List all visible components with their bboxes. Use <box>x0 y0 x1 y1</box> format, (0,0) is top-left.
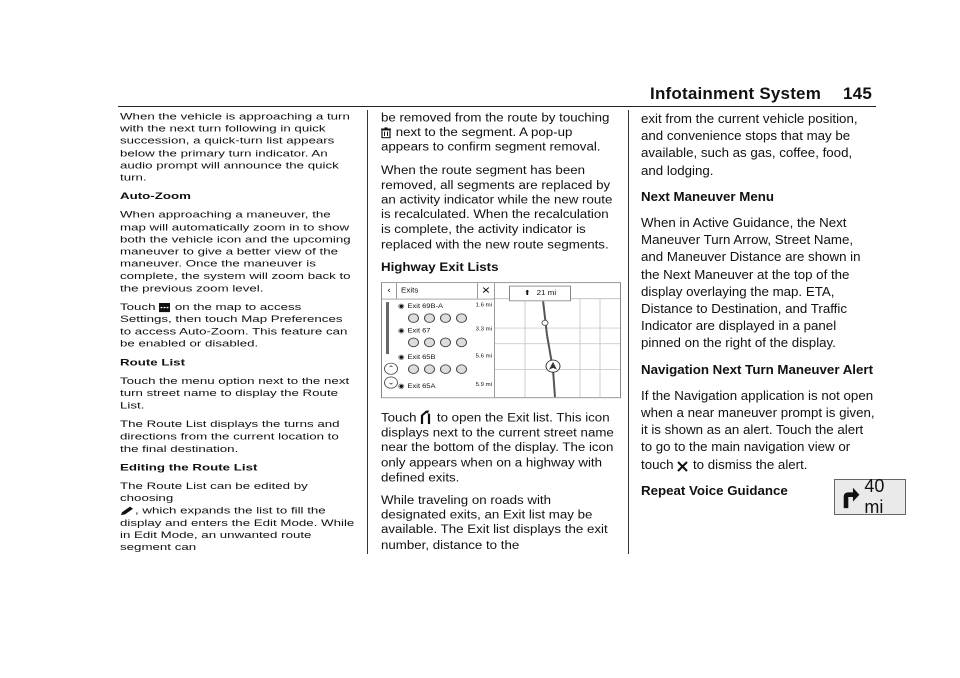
heading-highway-exit-lists: Highway Exit Lists <box>381 260 499 274</box>
next-maneuver-bar[interactable] <box>509 286 571 302</box>
paragraph: When approaching a maneuver, the map will automatically zoom in to show both the vehicle icon and the upcoming maneuver to give a better view of the maneuver. Once the maneuver is complete, the system will zoom back to the previous zoom level. <box>120 209 351 294</box>
heading-route-list: Route List <box>120 356 186 368</box>
paragraph: Touch the menu option next to the next turn street name to display the Route List. <box>120 375 350 411</box>
lodging-icon <box>456 338 467 348</box>
exit-sign-icon: ◉ <box>398 302 405 311</box>
page-number: 145 <box>843 84 872 103</box>
section-title: Infotainment System <box>650 84 822 103</box>
food-icon <box>440 338 451 348</box>
exit-list-panel <box>382 283 495 397</box>
heading-auto-zoom: Auto-Zoom <box>120 190 191 202</box>
header-rule <box>118 106 876 107</box>
heading-next-maneuver-menu: Next Maneuver Menu <box>641 188 775 204</box>
exit-list-header <box>382 283 494 299</box>
text: , which expands the list to fill the display and enters the Edit Mode. While in Edit Mode, an unwanted route segment can <box>120 504 355 553</box>
coffee-icon <box>424 313 435 323</box>
more-menu-icon <box>159 303 170 312</box>
trash-icon <box>381 127 391 138</box>
text: If the Navigation application is not open when a near maneuver prompt is given, it is shown as an alert. Touch the alert to go to the main navigation view or touch <box>641 387 875 472</box>
text: next to the segment. A pop-up appears to confirm segment removal. <box>381 125 601 154</box>
paragraph: exit from the current vehicle position, and convenience stops that may be available, such as gas, coffee, food, and lodging. <box>641 111 858 178</box>
text: on the map to access Settings, then touch Map Preferences to access Auto-Zoom. This feature can be enabled or disabled. <box>120 301 348 349</box>
food-icon <box>440 364 451 374</box>
exit-distance: 5.9 mi <box>475 382 492 389</box>
paragraph <box>120 480 356 553</box>
exits-screen <box>381 282 621 398</box>
coffee-icon <box>424 338 435 348</box>
turn-alert-box[interactable] <box>834 476 906 517</box>
exit-list-title: Exits <box>401 286 419 295</box>
paragraph: When the route segment has been removed, all segments are replaced by an activity indicator while the new route is recalculated. When the recalculation is complete, the activity indicator is replaced with the new route segments. <box>381 163 613 251</box>
lodging-icon <box>456 313 467 323</box>
exit-sign-icon: ◉ <box>398 326 405 335</box>
close-icon[interactable]: ✕ <box>477 283 494 299</box>
exit-list-item[interactable] <box>398 326 492 348</box>
text: Touch <box>381 411 417 425</box>
exit-name: Exit 67 <box>407 326 431 335</box>
paragraph: While traveling on roads with designated exits, an Exit list may be available. The Exit list displays the exit number, distance to the <box>381 493 608 552</box>
text: be removed from the route by touching <box>381 110 610 124</box>
scroll-up-icon[interactable]: ⌃ <box>384 363 398 375</box>
arrow-up-icon: ⬆ <box>523 289 531 298</box>
exit-name: Exit 65B <box>407 353 436 362</box>
exit-list-item[interactable] <box>398 381 492 391</box>
food-icon <box>440 313 451 323</box>
lodging-icon <box>456 364 467 374</box>
text: to dismiss the alert. <box>692 456 808 472</box>
paragraph: When in Active Guidance, the Next Maneuver Turn Arrow, Street Name, and Maneuver Distance are shown in the Next Maneuver at the top of the display overlaying the map. ETA, Distance to Destination, and Traffic Indicator are displayed in a panel pinned on the right of the display. <box>641 215 861 351</box>
paragraph: When the vehicle is approaching a turn with the next turn following in quick succession, a quick-turn list appears below the primary turn indicator. An audio prompt will announce the quick turn. <box>120 110 350 183</box>
gas-icon <box>408 338 419 348</box>
close-icon <box>677 461 688 472</box>
text: to open the Exit list. This icon displays next to the current street name near the bottom of the display. The icon only appears when on a highway with defined exits. <box>381 411 614 484</box>
back-icon[interactable]: ‹ <box>382 283 397 299</box>
exit-name: Exit 65A <box>407 382 436 390</box>
text: Touch <box>120 301 156 313</box>
column-3 <box>641 110 877 508</box>
map-view[interactable] <box>495 283 620 397</box>
maneuver-distance: 21 mi <box>536 289 557 298</box>
exit-list-icon <box>420 410 432 424</box>
column-2 <box>381 110 617 560</box>
column-divider <box>628 110 629 554</box>
pencil-icon <box>120 506 134 516</box>
exit-sign-icon: ◉ <box>398 382 405 390</box>
heading-editing-route-list: Editing the Route List <box>120 461 258 473</box>
exit-distance: 5.6 mi <box>475 354 492 360</box>
paragraph <box>120 301 356 350</box>
coffee-icon <box>424 364 435 374</box>
column-1 <box>120 110 356 560</box>
exit-list-item[interactable] <box>398 352 492 374</box>
paragraph <box>641 387 877 473</box>
scroll-down-icon[interactable]: ⌄ <box>384 377 398 389</box>
paragraph: The Route List displays the turns and directions from the current location to the final destination. <box>120 418 340 454</box>
gas-icon <box>408 313 419 323</box>
gas-icon <box>408 364 419 374</box>
exit-sign-icon: ◉ <box>398 353 405 362</box>
turn-right-arrow-icon <box>840 485 860 509</box>
turn-distance: 40 mi <box>864 476 885 517</box>
exit-distance: 1.6 mi <box>475 303 492 309</box>
text: The Route List can be edited by choosing <box>120 480 308 504</box>
exit-distance: 3.3 mi <box>475 327 492 333</box>
scrollbar[interactable] <box>386 302 389 354</box>
page-header <box>650 84 872 104</box>
paragraph <box>381 410 617 484</box>
exit-list-item[interactable] <box>398 301 492 323</box>
paragraph <box>381 110 617 155</box>
column-divider <box>367 110 368 554</box>
heading-repeat-voice-guidance: Repeat Voice Guidance <box>641 482 788 498</box>
exit-name: Exit 69B-A <box>407 302 443 311</box>
heading-next-turn-alert: Navigation Next Turn Maneuver Alert <box>641 361 874 377</box>
